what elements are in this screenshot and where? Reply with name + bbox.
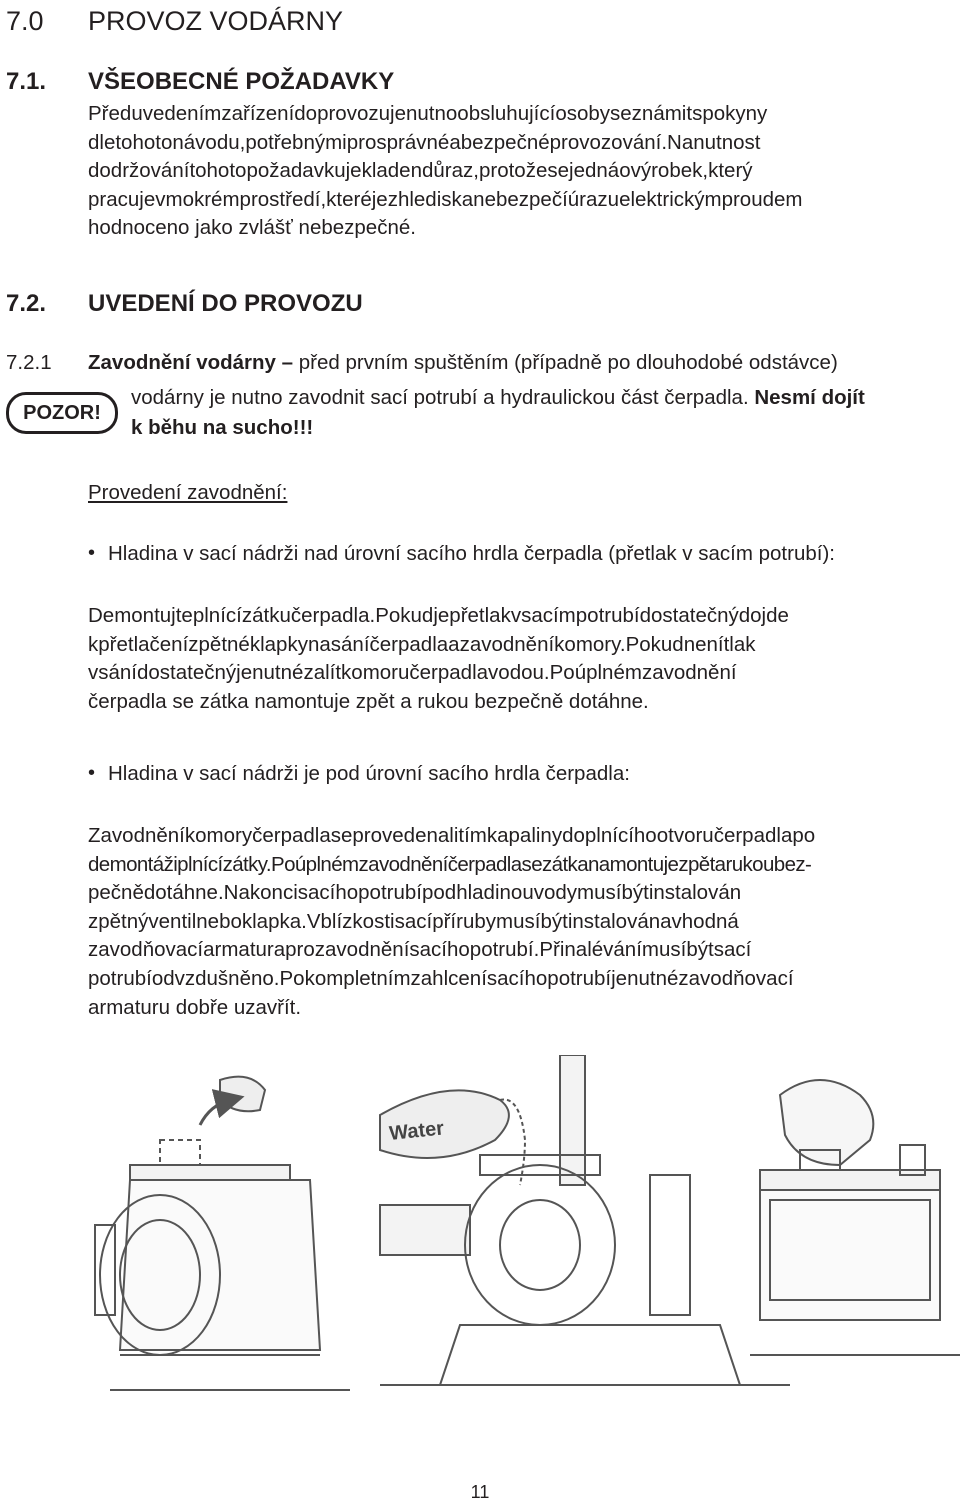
priming-illustrations — [90, 1055, 960, 1415]
pump-plug-removal-drawing — [95, 1077, 350, 1390]
word: zavodnění — [314, 938, 410, 962]
word: čerpadla — [252, 824, 331, 847]
word: tohoto — [189, 159, 247, 183]
word: instalován — [648, 881, 742, 905]
text-line — [88, 851, 960, 880]
word: být — [686, 938, 714, 962]
text-line — [88, 936, 960, 965]
word: konci — [249, 881, 298, 905]
word: je — [433, 604, 450, 627]
word: na — [307, 632, 331, 656]
priming-line-2-bold: Nesmí dojít — [754, 386, 865, 409]
word: není — [683, 632, 724, 656]
word: klapka. — [241, 909, 307, 933]
priming-lead-rest: před prvním spuštěním (případně po dlouhodobé odstávce) — [293, 351, 838, 374]
word: potrubí — [575, 604, 640, 627]
word: Při — [539, 938, 565, 962]
word: dostatečný — [639, 604, 739, 627]
word: dodržování — [88, 159, 190, 183]
section-number: 7.0 — [6, 6, 44, 36]
word: čerpadla — [369, 632, 449, 656]
priming-lead: Zavodnění vodárny – — [88, 351, 294, 374]
word: sací — [713, 938, 752, 962]
word: sacího — [297, 881, 359, 905]
word: komory — [184, 824, 253, 847]
subsection-7-2-1-number: 7.2.1 — [6, 351, 52, 374]
subsection-7-1-number: 7.1. — [6, 68, 47, 95]
bullet-dot: • — [88, 542, 96, 564]
word: mokrém — [165, 187, 240, 211]
text-line — [88, 822, 960, 851]
bullet-1-paragraph — [88, 602, 960, 716]
word: Pokud — [375, 604, 434, 627]
word: být — [621, 881, 649, 905]
word: v — [88, 661, 99, 685]
word: uvedením — [131, 102, 222, 125]
word: odvzdušněno. — [151, 966, 280, 990]
word: pro — [346, 130, 377, 154]
word: komory. — [554, 632, 626, 656]
word: být — [540, 909, 568, 933]
word: armatura — [203, 938, 286, 962]
bullet-2-text: Hladina v sací nádrži je pod úrovní sacího hrdla čerpadla: — [108, 762, 630, 785]
word: Pokud — [625, 632, 684, 656]
word: Po — [279, 966, 305, 990]
word: zpětné — [188, 632, 250, 656]
bullet-1-text: Hladina v sací nádrži nad úrovní sacího hrdla čerpadla (přetlak v sacím potrubí): — [108, 542, 835, 565]
word: úrazu — [567, 187, 620, 211]
word: zalít — [303, 661, 342, 685]
word: a — [448, 632, 460, 656]
word: do — [294, 102, 318, 125]
priming-warning-text — [88, 349, 960, 378]
warning-badge: POZOR! — [6, 392, 118, 434]
text-line — [88, 157, 960, 186]
section-title: PROVOZ VODÁRNY — [88, 6, 344, 36]
word: vody — [533, 881, 578, 905]
word: musí — [577, 881, 622, 905]
word: zátku — [241, 604, 291, 627]
word: je — [236, 661, 253, 685]
text-line — [88, 602, 960, 631]
word: zahlcení — [410, 966, 487, 990]
text-line — [88, 129, 960, 158]
text-line — [88, 659, 960, 688]
word: hladinou — [456, 881, 534, 905]
word: důraz, — [422, 159, 479, 183]
water-bottle-label: Water — [388, 1117, 446, 1145]
word: z — [387, 187, 398, 211]
word: provede — [352, 824, 427, 847]
word: zavodnění — [641, 661, 737, 685]
word: klapky — [249, 632, 308, 656]
word: pracuje — [88, 187, 156, 211]
word: sání — [330, 632, 370, 656]
word: seznámit — [610, 102, 693, 125]
subsection-7-1-title: VŠEOBECNÉ POŽADAVKY — [88, 68, 395, 95]
word: otvoru — [656, 824, 714, 847]
word: zavodňovací — [678, 966, 794, 990]
word: nutné — [252, 661, 304, 685]
word: musí — [641, 938, 687, 962]
word: protože — [478, 159, 548, 183]
word: k — [88, 632, 99, 656]
word: vodou. — [488, 661, 550, 685]
word: s — [692, 102, 703, 125]
word: potřebnými — [245, 130, 347, 154]
word: sání — [98, 661, 137, 685]
word: nutno — [405, 102, 458, 125]
word: je — [345, 159, 362, 183]
word: a — [449, 130, 461, 154]
word: výrobek, — [630, 159, 709, 183]
subsection-7-2-number: 7.2. — [6, 290, 47, 317]
word: nebo — [196, 909, 242, 933]
word: nebezpečí — [473, 187, 568, 211]
word: potrubí. — [469, 938, 540, 962]
word: vhodná — [671, 909, 739, 933]
text-line — [88, 349, 960, 378]
word: dojde — [738, 604, 789, 627]
priming-line-2-normal: vodárny je nutno zavodnit sací potrubí a hydraulickou část čerpadla. — [131, 386, 755, 409]
word: komoru — [341, 661, 410, 685]
word: pro — [285, 938, 315, 962]
word: kladen — [361, 159, 422, 183]
word: čerpadla. — [290, 604, 376, 627]
word: proudem — [721, 187, 803, 211]
word: které — [326, 187, 372, 211]
text-line — [88, 631, 960, 660]
word: sacího — [409, 938, 470, 962]
word: se — [547, 159, 570, 183]
word: je — [371, 187, 388, 211]
priming-line-2 — [131, 384, 960, 413]
word: dostatečný — [137, 661, 237, 685]
word: správné — [376, 130, 450, 154]
text-line — [88, 965, 960, 994]
word: čerpadla — [713, 824, 793, 847]
word: jedná — [569, 159, 620, 183]
word: kompletním — [304, 966, 411, 990]
word: potrubí — [88, 966, 152, 990]
word: zpětný — [88, 909, 149, 933]
word: potrubí — [547, 966, 612, 990]
word: sací — [394, 909, 433, 933]
word: nutnost — [693, 130, 761, 154]
text-line — [88, 908, 960, 937]
word: přetlačení — [98, 632, 189, 656]
word: je — [611, 966, 628, 990]
word: tohoto — [115, 130, 173, 154]
word: musí — [496, 909, 541, 933]
word: čerpadla — [409, 661, 489, 685]
word: plnícího — [584, 824, 657, 847]
word: sacím — [521, 604, 576, 627]
text-line — [88, 186, 960, 215]
bullet-2-paragraph — [88, 822, 960, 1022]
word: instalována — [567, 909, 672, 933]
word: blízkosti — [320, 909, 395, 933]
word: přetlak — [449, 604, 511, 627]
word: tlak — [723, 632, 756, 656]
word: plnící — [192, 604, 242, 627]
word: pokyny — [702, 102, 768, 125]
word: potrubí — [358, 881, 422, 905]
word: v — [510, 604, 522, 627]
word: požadavku — [246, 159, 346, 183]
word: kapaliny — [486, 824, 563, 847]
word: provozování. — [549, 130, 668, 154]
word: Na — [667, 130, 694, 154]
word: Po — [549, 661, 575, 685]
word: Demontujte — [88, 604, 193, 627]
priming-line-3-bold: k běhu na sucho — [131, 416, 293, 439]
word: provozu — [317, 102, 391, 125]
word: pod — [421, 881, 457, 905]
procedure-heading: Provedení zavodnění: — [88, 481, 288, 504]
word: Před — [88, 102, 132, 125]
priming-line-3-tail: !!! — [292, 416, 314, 439]
word: sacího — [486, 966, 548, 990]
word: o — [619, 159, 631, 183]
word: zavodnění — [459, 632, 555, 656]
text-line — [88, 100, 960, 129]
word: příruby — [432, 909, 497, 933]
word: obsluhující — [457, 102, 556, 125]
general-requirements-text — [88, 100, 960, 243]
word: Na — [223, 881, 250, 905]
word: prostředí, — [239, 187, 327, 211]
word: dle — [88, 130, 116, 154]
word: demontážiplnícízátky.Poúplnémzavodněníčerpadlasezátkanamontujezpětarukoubez- — [88, 852, 812, 876]
page-number: 11 — [470, 1482, 490, 1502]
word: ventil — [148, 909, 197, 933]
word: hlediska — [397, 187, 474, 211]
word: nalévání — [564, 938, 642, 962]
word: nalitím — [426, 824, 487, 847]
text-line: armaturu dobře uzavřít. — [88, 995, 302, 1019]
text-line — [88, 879, 960, 908]
word: pečně — [88, 881, 144, 905]
priming-line-3 — [131, 414, 313, 443]
word: do — [562, 824, 585, 847]
word: zařízení — [221, 102, 295, 125]
word: který — [708, 159, 753, 183]
word: elektrickým — [619, 187, 722, 211]
word: dotáhne. — [143, 881, 224, 905]
word: návodu, — [172, 130, 246, 154]
word: je — [390, 102, 406, 125]
word: V — [306, 909, 321, 933]
pump-tightening-plug-drawing — [750, 1080, 960, 1355]
word: v — [155, 187, 166, 211]
word: úplném — [574, 661, 642, 685]
word: osoby — [555, 102, 611, 125]
word: se — [330, 824, 353, 847]
word: nutné — [627, 966, 679, 990]
pump-pouring-water-drawing — [380, 1055, 790, 1385]
word: zavodňovací — [88, 938, 204, 962]
text-line: čerpadla se zátka namontuje zpět a rukou bezpečně dotáhne. — [88, 689, 649, 713]
word: bezpečné — [460, 130, 550, 154]
word: Zavodnění — [88, 824, 185, 847]
word: po — [792, 824, 816, 847]
subsection-7-2-title: UVEDENÍ DO PROVOZU — [88, 290, 363, 317]
bullet-dot: • — [88, 762, 96, 784]
text-line: hodnoceno jako zvlášť nebezpečné. — [88, 216, 416, 240]
